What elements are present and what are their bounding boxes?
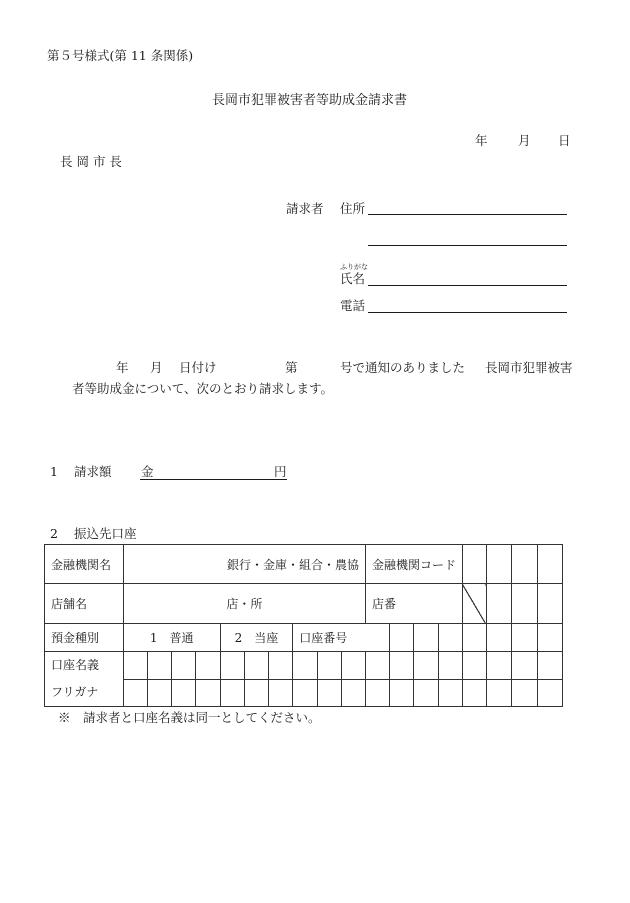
claim-amount-kin: 金 <box>141 464 154 479</box>
body-text-1: 長岡市犯罪被害 <box>485 360 573 375</box>
claim-amount-line[interactable] <box>140 479 287 480</box>
holder-char-cell[interactable] <box>512 652 537 680</box>
phone-line[interactable] <box>368 312 567 313</box>
holder-char-cell[interactable] <box>317 652 341 680</box>
furigana-char-cell[interactable] <box>172 680 196 707</box>
account-number-digit[interactable] <box>414 624 438 652</box>
holder-char-cell[interactable] <box>487 652 512 680</box>
holder-char-cell[interactable] <box>537 652 562 680</box>
holder-char-cell[interactable] <box>123 652 147 680</box>
item2-number: 2 <box>50 526 58 541</box>
furigana-char-cell[interactable] <box>487 680 512 707</box>
holder-char-cell[interactable] <box>196 652 220 680</box>
furigana-char-cell[interactable] <box>414 680 438 707</box>
account-section-label: 振込先口座 <box>74 526 137 541</box>
claim-amount-label: 請求額 <box>74 464 112 479</box>
furigana-char-cell[interactable] <box>462 680 486 707</box>
body-text-2: 者等助成金について、次のとおり請求します。 <box>72 381 334 396</box>
body-dated: 日付け <box>179 360 217 375</box>
name-label: 氏名 <box>340 271 366 286</box>
holder-char-cell[interactable] <box>462 652 486 680</box>
furigana-char-cell[interactable] <box>512 680 537 707</box>
furigana-char-cell[interactable] <box>438 680 462 707</box>
holder-row <box>45 652 563 680</box>
date-year: 年 <box>475 133 488 148</box>
name-ruby: ふりがな <box>340 263 368 271</box>
footnote: ※ 請求者と口座名義は同一としてください。 <box>58 710 321 725</box>
furigana-label: フリガナ <box>51 685 99 699</box>
account-holder-label: 口座名義 <box>51 658 100 672</box>
branch-number-diagonal <box>462 584 486 624</box>
address-line-2[interactable] <box>368 245 567 246</box>
furigana-char-cell[interactable] <box>365 680 389 707</box>
holder-char-cell[interactable] <box>147 652 171 680</box>
addressee: 長 岡 市 長 <box>60 154 122 169</box>
deposit-option-current[interactable]: 2 当座 <box>220 624 293 652</box>
holder-char-cell[interactable] <box>438 652 462 680</box>
furigana-char-cell[interactable] <box>147 680 171 707</box>
address-line[interactable] <box>368 214 567 215</box>
deposit-option-ordinary[interactable]: 1 普通 <box>123 624 220 652</box>
form-title: 長岡市犯罪被害者等助成金請求書 <box>212 93 408 108</box>
furigana-char-cell[interactable] <box>220 680 244 707</box>
holder-char-cell[interactable] <box>293 652 317 680</box>
account-number-label: 口座番号 <box>293 624 390 652</box>
branch-number-digit[interactable] <box>537 584 562 624</box>
deposit-type-label: 預金種別 <box>45 624 124 652</box>
account-number-digit[interactable] <box>462 624 486 652</box>
holder-char-cell[interactable] <box>390 652 414 680</box>
date-day: 日 <box>558 133 571 148</box>
body-dai: 第 <box>285 360 298 375</box>
holder-char-cell[interactable] <box>365 652 389 680</box>
furigana-char-cell[interactable] <box>537 680 562 707</box>
account-number-digit[interactable] <box>537 624 562 652</box>
body-year: 年 <box>116 360 129 375</box>
bank-code-digit[interactable] <box>537 545 562 584</box>
account-number-digit[interactable] <box>438 624 462 652</box>
bank-code-digit[interactable] <box>462 545 486 584</box>
account-number-digit[interactable] <box>390 624 414 652</box>
branch-row <box>45 584 563 624</box>
holder-char-cell[interactable] <box>269 652 293 680</box>
branch-number-digit[interactable] <box>512 584 537 624</box>
furigana-char-cell[interactable] <box>341 680 365 707</box>
furigana-char-cell[interactable] <box>293 680 317 707</box>
bank-account-table <box>44 544 563 707</box>
account-number-digit[interactable] <box>487 624 512 652</box>
claimant-label: 請求者 <box>286 201 324 216</box>
holder-char-cell[interactable] <box>172 652 196 680</box>
account-number-digit[interactable] <box>512 624 537 652</box>
bank-code-digit[interactable] <box>487 545 512 584</box>
form-number: 第５号様式(第 11 条関係) <box>47 48 194 63</box>
furigana-char-cell[interactable] <box>244 680 268 707</box>
bank-name-field[interactable]: 銀行・金庫・組合・農協 <box>123 545 365 584</box>
claim-amount-yen: 円 <box>274 464 287 479</box>
body-month: 月 <box>150 360 163 375</box>
branch-name-label: 店舗名 <box>45 584 124 624</box>
holder-char-cell[interactable] <box>220 652 244 680</box>
furigana-char-cell[interactable] <box>123 680 147 707</box>
date-month: 月 <box>518 133 531 148</box>
name-line[interactable] <box>368 285 567 286</box>
bank-code-label: 金融機関コード <box>365 545 462 584</box>
branch-number-digit[interactable] <box>487 584 512 624</box>
furigana-char-cell[interactable] <box>390 680 414 707</box>
deposit-row <box>45 624 563 652</box>
holder-char-cell[interactable] <box>244 652 268 680</box>
holder-char-cell[interactable] <box>414 652 438 680</box>
branch-number-label: 店番 <box>365 584 462 624</box>
holder-char-cell[interactable] <box>341 652 365 680</box>
bank-code-digit[interactable] <box>512 545 537 584</box>
phone-label: 電話 <box>340 298 366 313</box>
holder-label-cell <box>45 652 124 707</box>
body-go: 号で通知のありました <box>340 360 466 375</box>
furigana-char-cell[interactable] <box>196 680 220 707</box>
furigana-char-cell[interactable] <box>317 680 341 707</box>
address-label: 住所 <box>340 201 366 216</box>
bank-name-label: 金融機関名 <box>45 545 124 584</box>
bank-row <box>45 545 563 584</box>
branch-name-field[interactable]: 店・所 <box>123 584 365 624</box>
furigana-char-cell[interactable] <box>269 680 293 707</box>
item1-number: 1 <box>50 464 58 479</box>
